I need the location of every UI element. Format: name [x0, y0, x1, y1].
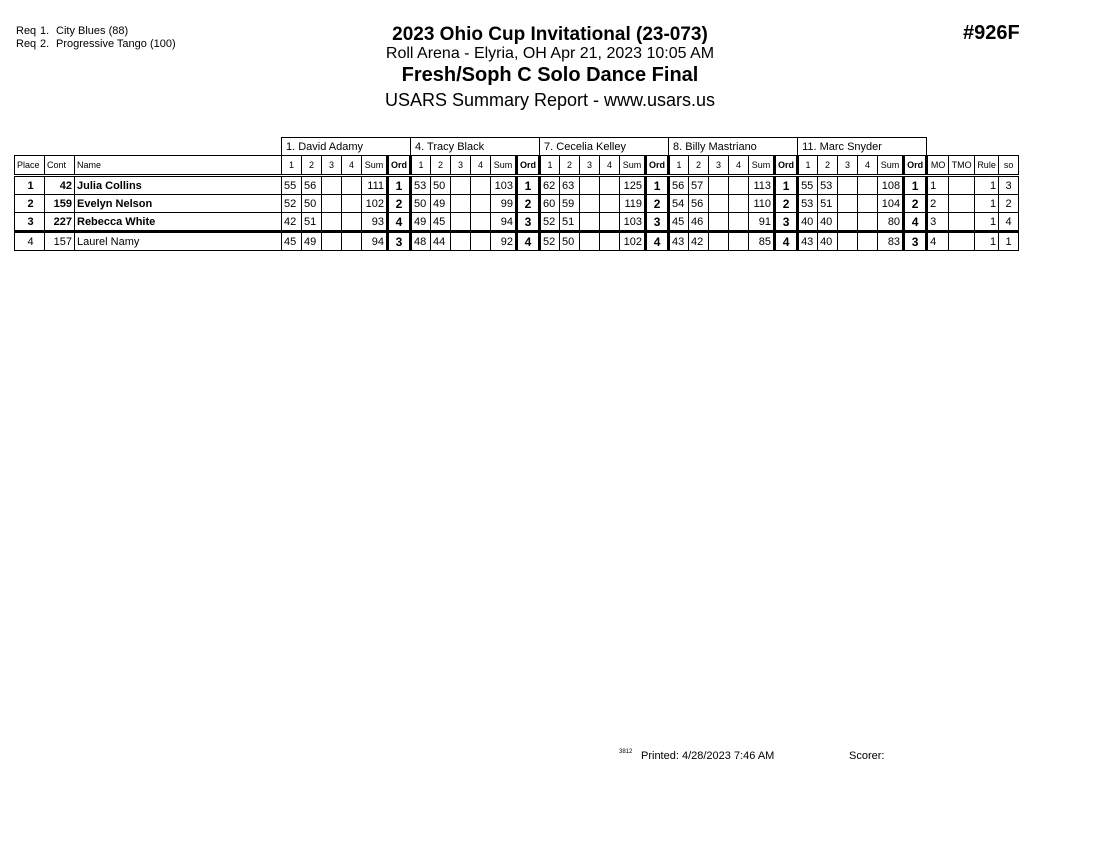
score-cell [451, 232, 471, 251]
score-cell [600, 213, 620, 232]
competition-title: 2023 Ohio Cup Invitational (23-073) [392, 24, 708, 45]
score-cell [729, 213, 749, 232]
rule-cell: 1 [975, 176, 999, 195]
blank-cell [927, 138, 1019, 156]
so-cell: 2 [999, 195, 1019, 213]
score-cell [342, 195, 362, 213]
mo-cell: 4 [927, 232, 949, 251]
score-cell: 50 [560, 232, 580, 251]
score-cell: 49 [302, 232, 322, 251]
ordinal-cell: 4 [775, 232, 798, 251]
judge-name: 11. Marc Snyder [798, 138, 927, 156]
requirement-item [16, 25, 176, 38]
ordinal-cell: 1 [904, 176, 927, 195]
judge-col-header: Sum [878, 156, 904, 176]
score-cell: 57 [689, 176, 709, 195]
sum-cell: 111 [362, 176, 388, 195]
score-cell [342, 213, 362, 232]
score-cell: 55 [282, 176, 302, 195]
table-row [15, 176, 1019, 195]
ordinal-cell: 2 [904, 195, 927, 213]
name-cell: Julia Collins [75, 176, 282, 195]
judge-col-header: 4 [600, 156, 620, 176]
tmo-cell [949, 195, 975, 213]
score-cell: 56 [689, 195, 709, 213]
judge-col-header: 1 [411, 156, 431, 176]
score-cell: 50 [431, 176, 451, 195]
req-name: Progressive Tango (100) [56, 38, 176, 50]
req-name: City Blues (88) [56, 25, 129, 37]
score-cell: 44 [431, 232, 451, 251]
cont-cell: 42 [45, 176, 75, 195]
judge-col-header: 1 [669, 156, 689, 176]
place-header: Place [15, 156, 45, 176]
sum-cell: 83 [878, 232, 904, 251]
ordinal-cell: 4 [646, 232, 669, 251]
cont-cell: 159 [45, 195, 75, 213]
score-cell: 62 [540, 176, 560, 195]
ordinal-cell: 3 [904, 232, 927, 251]
sum-cell: 99 [491, 195, 517, 213]
sum-cell: 113 [749, 176, 775, 195]
mo-cell: 2 [927, 195, 949, 213]
score-cell: 50 [411, 195, 431, 213]
place-cell: 1 [15, 176, 45, 195]
score-cell [858, 195, 878, 213]
score-cell: 51 [818, 195, 838, 213]
score-cell [342, 232, 362, 251]
sum-cell: 85 [749, 232, 775, 251]
score-cell [600, 195, 620, 213]
requirement-item [16, 38, 176, 51]
score-cell: 59 [560, 195, 580, 213]
score-cell [600, 232, 620, 251]
ordinal-cell: 1 [388, 176, 411, 195]
judge-col-header: 2 [431, 156, 451, 176]
score-cell [580, 176, 600, 195]
score-cell [471, 195, 491, 213]
ordinal-cell: 4 [517, 232, 540, 251]
score-cell [838, 195, 858, 213]
judge-col-header: 2 [689, 156, 709, 176]
tmo-cell [949, 213, 975, 232]
judge-col-header: 3 [709, 156, 729, 176]
judge-col-header: 4 [471, 156, 491, 176]
judge-col-header: 3 [322, 156, 342, 176]
score-cell [709, 176, 729, 195]
judge-col-header: Ord [904, 156, 927, 176]
place-cell: 2 [15, 195, 45, 213]
score-cell [471, 176, 491, 195]
score-cell: 49 [411, 213, 431, 232]
ordinal-cell: 1 [775, 176, 798, 195]
rule-header: Rule [975, 156, 999, 176]
score-cell [600, 176, 620, 195]
event-number: #926F [963, 22, 1020, 44]
score-cell: 48 [411, 232, 431, 251]
judge-col-header: 1 [798, 156, 818, 176]
place-cell: 3 [15, 213, 45, 232]
venue-line: Roll Arena - Elyria, OH Apr 21, 2023 10:05 AM [385, 45, 715, 62]
score-cell: 42 [689, 232, 709, 251]
score-cell: 53 [818, 176, 838, 195]
ordinal-cell: 3 [517, 213, 540, 232]
cont-header: Cont [45, 156, 75, 176]
score-cell [451, 195, 471, 213]
ordinal-cell: 1 [517, 176, 540, 195]
score-cell: 49 [431, 195, 451, 213]
score-cell: 43 [669, 232, 689, 251]
score-cell: 40 [818, 213, 838, 232]
judge-col-header: Ord [388, 156, 411, 176]
mo-cell: 1 [927, 176, 949, 195]
ordinal-cell: 1 [646, 176, 669, 195]
judge-col-header: 3 [451, 156, 471, 176]
ordinal-cell: 4 [904, 213, 927, 232]
column-header-row [15, 156, 1019, 176]
results-table [14, 137, 1019, 251]
score-cell: 60 [540, 195, 560, 213]
judge-col-header: 2 [818, 156, 838, 176]
score-cell [709, 213, 729, 232]
score-cell [838, 176, 858, 195]
sum-cell: 102 [620, 232, 646, 251]
score-cell: 45 [431, 213, 451, 232]
judge-col-header: 3 [580, 156, 600, 176]
judge-col-header: 2 [560, 156, 580, 176]
judge-col-header: Ord [646, 156, 669, 176]
score-cell [729, 195, 749, 213]
ordinal-cell: 2 [646, 195, 669, 213]
place-cell: 4 [15, 232, 45, 251]
score-cell: 51 [560, 213, 580, 232]
score-cell: 56 [302, 176, 322, 195]
judge-col-header: Sum [362, 156, 388, 176]
tmo-header: TMO [949, 156, 975, 176]
judge-col-header: 4 [729, 156, 749, 176]
report-code: 3812 [619, 749, 633, 755]
req-number: 1. [40, 25, 50, 37]
sum-cell: 102 [362, 195, 388, 213]
judge-col-header: Ord [517, 156, 540, 176]
blank-cell [15, 138, 282, 156]
judge-name: 1. David Adamy [282, 138, 411, 156]
judge-col-header: 1 [540, 156, 560, 176]
score-cell: 45 [282, 232, 302, 251]
score-cell [471, 232, 491, 251]
score-cell: 51 [302, 213, 322, 232]
score-cell [580, 213, 600, 232]
mo-header: MO [927, 156, 949, 176]
so-cell: 1 [999, 232, 1019, 251]
score-cell: 52 [540, 213, 560, 232]
report-title: USARS Summary Report - www.usars.us [384, 90, 716, 110]
score-cell [729, 232, 749, 251]
cont-cell: 157 [45, 232, 75, 251]
ordinal-cell: 3 [775, 213, 798, 232]
sum-cell: 103 [491, 176, 517, 195]
sum-cell: 110 [749, 195, 775, 213]
score-cell: 40 [798, 213, 818, 232]
sum-cell: 103 [620, 213, 646, 232]
table-row [15, 195, 1019, 213]
printed-timestamp: Printed: 4/28/2023 7:46 AM [641, 750, 775, 762]
mo-cell: 3 [927, 213, 949, 232]
so-header: so [999, 156, 1019, 176]
name-cell: Laurel Namy [75, 232, 282, 251]
score-cell [342, 176, 362, 195]
judge-name: 8. Billy Mastriano [669, 138, 798, 156]
score-cell: 42 [282, 213, 302, 232]
name-cell: Evelyn Nelson [75, 195, 282, 213]
tmo-cell [949, 232, 975, 251]
score-cell [858, 213, 878, 232]
judge-name: 7. Cecelia Kelley [540, 138, 669, 156]
event-title: Fresh/Soph C Solo Dance Final [401, 64, 699, 86]
judge-name: 4. Tracy Black [411, 138, 540, 156]
score-cell: 40 [818, 232, 838, 251]
table-row [15, 232, 1019, 251]
sum-cell: 125 [620, 176, 646, 195]
judge-col-header: 4 [858, 156, 878, 176]
req-number: 2. [40, 38, 50, 50]
score-cell: 53 [411, 176, 431, 195]
sum-cell: 108 [878, 176, 904, 195]
score-cell: 45 [669, 213, 689, 232]
score-cell [858, 232, 878, 251]
score-cell [729, 176, 749, 195]
score-cell [322, 213, 342, 232]
score-cell [580, 232, 600, 251]
scorer-label: Scorer: [849, 750, 885, 762]
score-cell: 54 [669, 195, 689, 213]
judges-header-row [15, 138, 1019, 156]
score-cell: 56 [669, 176, 689, 195]
name-cell: Rebecca White [75, 213, 282, 232]
judge-col-header: Sum [620, 156, 646, 176]
judge-col-header: 3 [838, 156, 858, 176]
score-cell [858, 176, 878, 195]
score-cell: 63 [560, 176, 580, 195]
score-cell [451, 176, 471, 195]
judge-col-header: Ord [775, 156, 798, 176]
table-row [15, 213, 1019, 232]
score-cell [709, 195, 729, 213]
score-cell: 43 [798, 232, 818, 251]
score-cell: 53 [798, 195, 818, 213]
sum-cell: 119 [620, 195, 646, 213]
score-cell [451, 213, 471, 232]
ordinal-cell: 3 [646, 213, 669, 232]
ordinal-cell: 2 [775, 195, 798, 213]
judge-col-header: 1 [282, 156, 302, 176]
sum-cell: 104 [878, 195, 904, 213]
ordinal-cell: 3 [388, 232, 411, 251]
score-cell [709, 232, 729, 251]
tmo-cell [949, 176, 975, 195]
score-cell [838, 213, 858, 232]
so-cell: 3 [999, 176, 1019, 195]
ordinal-cell: 2 [517, 195, 540, 213]
sum-cell: 80 [878, 213, 904, 232]
judge-col-header: 2 [302, 156, 322, 176]
score-cell: 46 [689, 213, 709, 232]
name-header: Name [75, 156, 282, 176]
sum-cell: 93 [362, 213, 388, 232]
cont-cell: 227 [45, 213, 75, 232]
judge-col-header: Sum [749, 156, 775, 176]
score-cell: 52 [282, 195, 302, 213]
score-cell [580, 195, 600, 213]
rule-cell: 1 [975, 195, 999, 213]
score-cell [838, 232, 858, 251]
rule-cell: 1 [975, 232, 999, 251]
score-cell: 50 [302, 195, 322, 213]
judge-col-header: 4 [342, 156, 362, 176]
score-cell [322, 232, 342, 251]
sum-cell: 94 [362, 232, 388, 251]
judge-col-header: Sum [491, 156, 517, 176]
ordinal-cell: 2 [388, 195, 411, 213]
score-cell [322, 176, 342, 195]
req-tag: Req [16, 25, 37, 37]
ordinal-cell: 4 [388, 213, 411, 232]
sum-cell: 94 [491, 213, 517, 232]
score-cell: 55 [798, 176, 818, 195]
req-tag: Req [16, 38, 37, 50]
score-cell [322, 195, 342, 213]
requirements-list [16, 25, 176, 51]
score-cell [471, 213, 491, 232]
sum-cell: 92 [491, 232, 517, 251]
rule-cell: 1 [975, 213, 999, 232]
sum-cell: 91 [749, 213, 775, 232]
so-cell: 4 [999, 213, 1019, 232]
score-cell: 52 [540, 232, 560, 251]
